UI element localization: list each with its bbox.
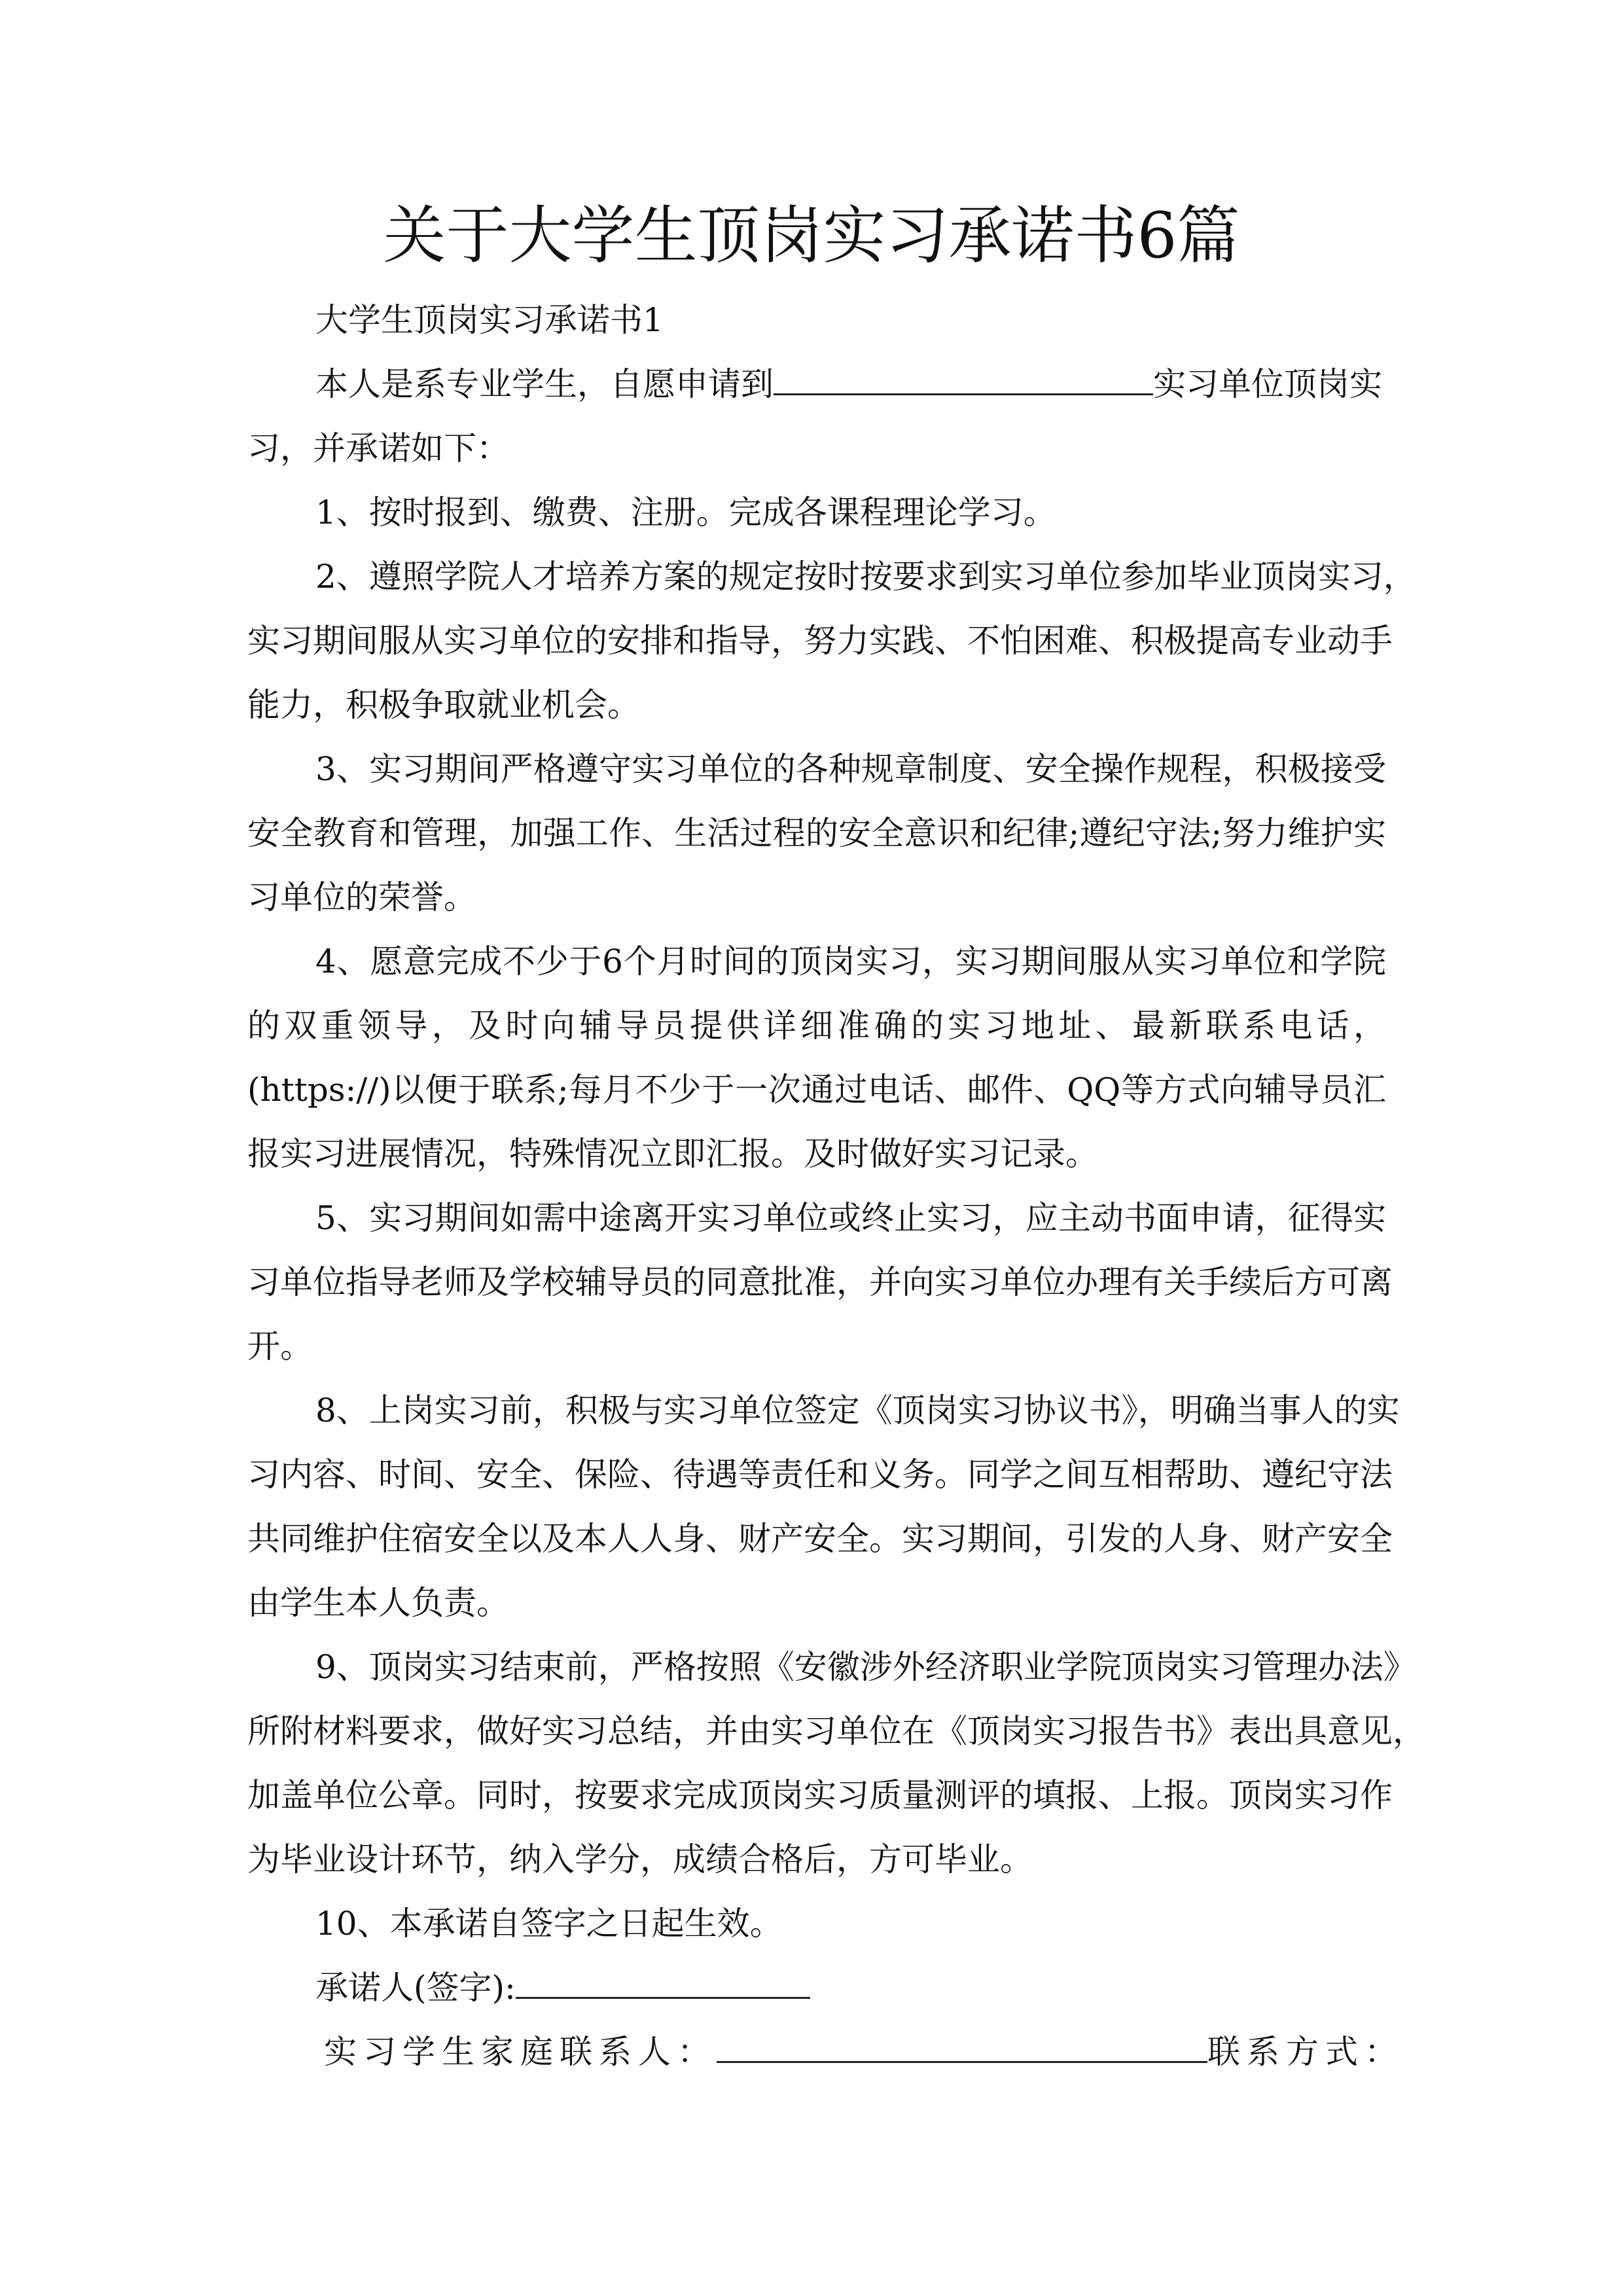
paragraph-line: 共同维护住宿安全以及本人人身、财产安全。实习期间，引发的人身、财产安全 [247,1520,1393,1558]
paragraph-line: 实习期间服从实习单位的安排和指导，努力实践、不怕困难、积极提高专业动手 [247,622,1393,660]
unit-blank-field[interactable] [774,365,1153,395]
family-contact-label: 实习学生家庭联系人： [324,2033,717,2071]
family-contact-blank-field[interactable] [717,2032,1207,2063]
signature-blank-field[interactable] [516,1968,810,1999]
paragraph-line: 为毕业设计环节，纳入学分，成绩合格后，方可毕业。 [247,1840,1033,1878]
intro-line-2: 习，并承诺如下： [247,429,509,467]
intro-text-cont: 实习单位顶岗实 [1153,365,1382,403]
paragraph-line: (https://)以便于联系;每月不少于一次通过电话、邮件、QQ等方式向辅导员汇 [247,1071,1386,1109]
section-heading: 大学生顶岗实习承诺书1 [315,301,664,339]
paragraph-line: 习单位指导老师及学校辅导员的同意批准，并向实习单位办理有关手续后方可离 [247,1263,1393,1301]
paragraph-line: 4、愿意完成不少于6个月时间的顶岗实习，实习期间服从实习单位和学院 [315,942,1386,980]
paragraph-line: 1、按时报到、缴费、注册。完成各课程理论学习。 [315,493,1056,531]
paragraph-line: 10、本承诺自签字之日起生效。 [315,1905,783,1943]
paragraph-line: 开。 [247,1327,313,1365]
paragraph-line: 报实习进展情况，特殊情况立即汇报。及时做好实习记录。 [247,1135,1098,1173]
paragraph-line: 由学生本人负责。 [247,1584,509,1622]
paragraph-line: 加盖单位公章。同时，按要求完成顶岗实习质量测评的填报、上报。顶岗实习作 [247,1776,1393,1814]
commitment-items [247,480,1425,1956]
document-title: 关于大学生顶岗实习承诺书6篇 [383,199,1240,272]
signature-label: 承诺人(签字): [315,1969,516,2007]
paragraph-line: 所附材料要求，做好实习总结，并由实习单位在《顶岗实习报告书》表出具意见， [247,1712,1425,1750]
paragraph-line: 3、实习期间严格遵守实习单位的各种规章制度、安全操作规程，积极接受 [315,750,1386,788]
intro-line [247,352,1386,416]
paragraph-line: 安全教育和管理，加强工作、生活过程的安全意识和纪律;遵纪守法;努力维护实 [247,814,1386,852]
paragraph-line: 9、顶岗实习结束前，严格按照《安徽涉外经济职业学院顶岗实习管理办法》 [315,1648,1416,1686]
paragraph-line: 8、上岗实习前，积极与实习单位签定《顶岗实习协议书》，明确当事人的实 [315,1391,1400,1429]
family-contact-line [247,2020,1404,2084]
paragraph-line: 习内容、时间、安全、保险、待遇等责任和义务。同学之间互相帮助、遵纪守法 [247,1456,1393,1494]
signature-line [247,1956,1386,2020]
paragraph-line: 5、实习期间如需中途离开实习单位或终止实习，应主动书面申请，征得实 [315,1199,1386,1237]
paragraph-line: 的双重领导，及时向辅导员提供详细准确的实习地址、最新联系电话， [247,1007,1386,1045]
paragraph-line: 能力，积极争取就业机会。 [247,686,640,724]
contact-method-label: 联系方式： [1207,2033,1404,2071]
paragraph-line: 习单位的荣誉。 [247,878,476,916]
intro-text: 本人是系专业学生，自愿申请到 [315,365,774,403]
paragraph-line: 2、遵照学院人才培养方案的规定按时按要求到实习单位参加毕业顶岗实习， [315,558,1416,596]
document-body [247,288,1425,2084]
